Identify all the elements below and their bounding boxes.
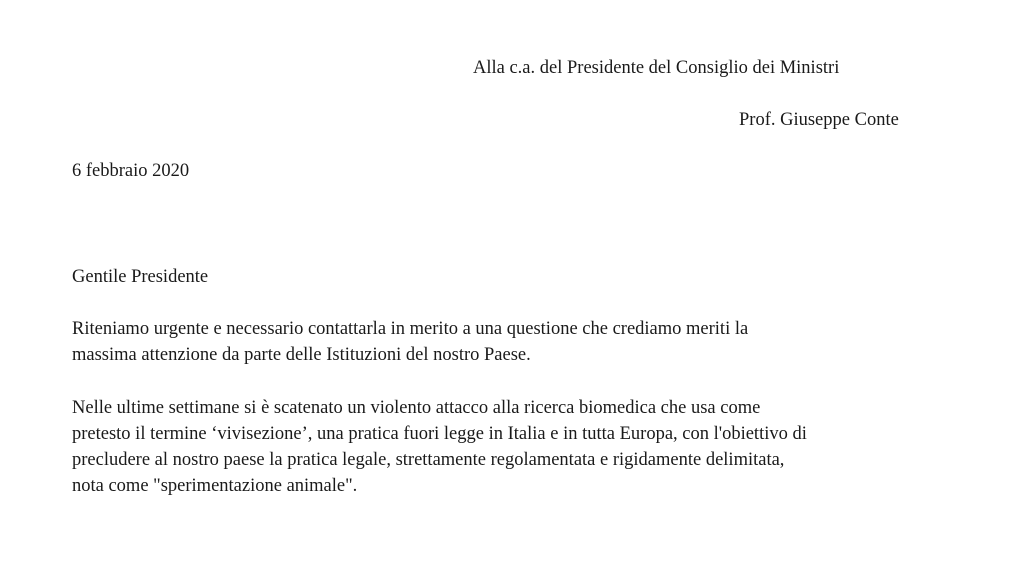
paragraph-line: Riteniamo urgente e necessario contattarla in merito a una questione che crediamo meriti la: [72, 319, 749, 339]
paragraph-2: [72, 395, 992, 499]
paragraph-line: pretesto il termine ‘vivisezione’, una pratica fuori legge in Italia e in tutta Europa, con l'obiettivo di: [72, 424, 807, 444]
recipient-name: Prof. Giuseppe Conte: [739, 110, 899, 130]
paragraph-line: nota come "sperimentazione animale".: [72, 476, 358, 496]
paragraph-line: precludere al nostro paese la pratica legale, strettamente regolamentata e rigidamente delimitata,: [72, 450, 785, 470]
paragraph-1: [72, 316, 992, 368]
recipient-title: Alla c.a. del Presidente del Consiglio dei Ministri: [473, 58, 840, 78]
paragraph-line: Nelle ultime settimane si è scatenato un violento attacco alla ricerca biomedica che usa come: [72, 398, 761, 418]
letter-date: 6 febbraio 2020: [72, 161, 190, 181]
salutation: Gentile Presidente: [72, 267, 209, 287]
paragraph-line: massima attenzione da parte delle Istituzioni del nostro Paese.: [72, 345, 531, 365]
